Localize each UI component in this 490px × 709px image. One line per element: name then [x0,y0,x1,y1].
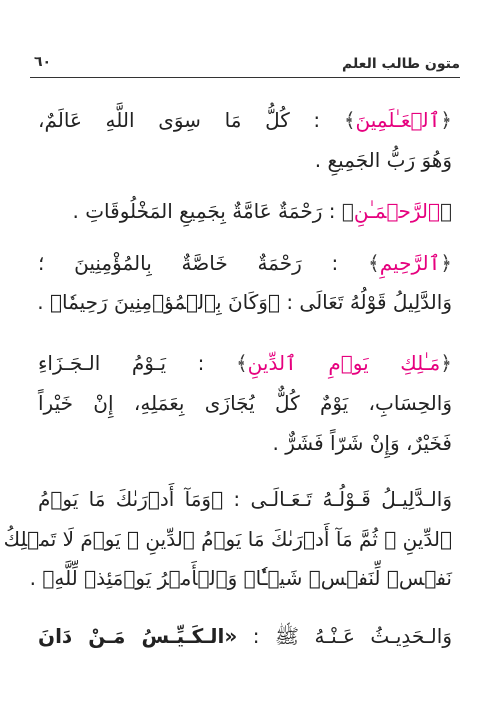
evidence-intro: وَالدَّلِيلُ قَوْلُهُ تَعَالَى : [286,290,452,314]
ornate-bracket-open: ﴿ [440,351,452,375]
quran-verse: ٱلدِّينِ ۞ ثُمَّ مَآ أَدۡرَىٰكَ مَا يَوۡمُ ٱلدِّينِ ۞ يَوۡمَ لَا تَمۡلِكُ [3,527,452,551]
ornate-bracket-close: ﴾ [343,108,356,132]
quran-verse: ﴿وَمَآ أَدۡرَىٰكَ مَا يَوۡمُ [38,487,224,511]
definition-text: : رَحْمَةٌ خَاصَّةٌ بِالمُؤْمِنِينَ ؛ [38,251,339,275]
evidence-intro: وَالـدَّلِيـلُ قَـوْلُـهُ تَـعَـالَـى : [233,487,452,511]
text-line [38,282,452,322]
text-line [38,191,452,231]
text-line [38,243,452,283]
evidence-intro: وَالـحَدِيـثُ عَـنْـهُ ﷺ : [252,624,452,648]
ornate-bracket-close: ﴾ [341,199,354,223]
defined-term: ٱلۡعَـٰلَمِينَ [355,108,441,132]
ornate-bracket-close: ﴾ [368,251,380,275]
text-line [38,423,452,463]
ornate-bracket-open: ﴿ [440,251,453,275]
text-line [3,519,452,559]
text-line [29,558,452,598]
text-line [38,343,452,383]
definition-text: : يَـوْمُ الـجَـزَاءِ [38,351,205,375]
text-line [38,140,452,180]
defined-term: ٱلرَّحِيمِ [379,251,441,275]
running-title: متون طالب العلم [341,56,460,72]
ornate-bracket-open: ﴿ [440,108,453,132]
body-text: وَالحِسَابِ، يَوْمٌ كُلٌّ يُجَازَى بِعَمَلِهِ، إِنْ خَيْراً [38,391,452,415]
page-header [30,54,460,78]
ornate-bracket-close: ﴾ [235,351,248,375]
quran-verse: نَفۡسٞ لِّنَفۡسٖ شَيۡـٔٗاۖ وَٱلۡأَمۡرُ يَوۡمَئِذٖ لِّلَّهِ﴾ . [29,566,452,590]
definition-text: : رَحْمَةٌ عَامَّةٌ بِجَمِيعِ المَخْلُوقَاتِ . [72,199,336,223]
ornate-bracket-open: ﴿ [439,199,452,223]
text-line [38,383,452,423]
quran-verse: ﴿وَكَانَ بِٱلۡمُؤۡمِنِينَ رَحِيمٗا﴾ [49,290,280,314]
body-text: فَخَيْرٌ، وَإِنْ شَرّاً فَشَرٌّ . [272,431,452,455]
hadith-text: «الـكَـيِّـسُ مَـنْ دَانَ [38,624,238,648]
definition-text: : كُلُّ مَا سِوَى اللَّهِ عَالَمٌ، [38,108,321,132]
text-line [38,479,452,519]
body-text: وَهُوَ رَبُّ الجَمِيعِ . [314,148,452,172]
defined-term: مَـٰلِكِ يَوۡمِ ٱلدِّينِ [247,351,441,375]
text-line [38,616,452,656]
page-number: ٦٠ [34,54,52,70]
defined-term: ٱلرَّحۡمَـٰنِ [353,199,440,223]
header-rule [30,77,460,78]
period: . [37,290,44,314]
text-line [38,100,452,140]
